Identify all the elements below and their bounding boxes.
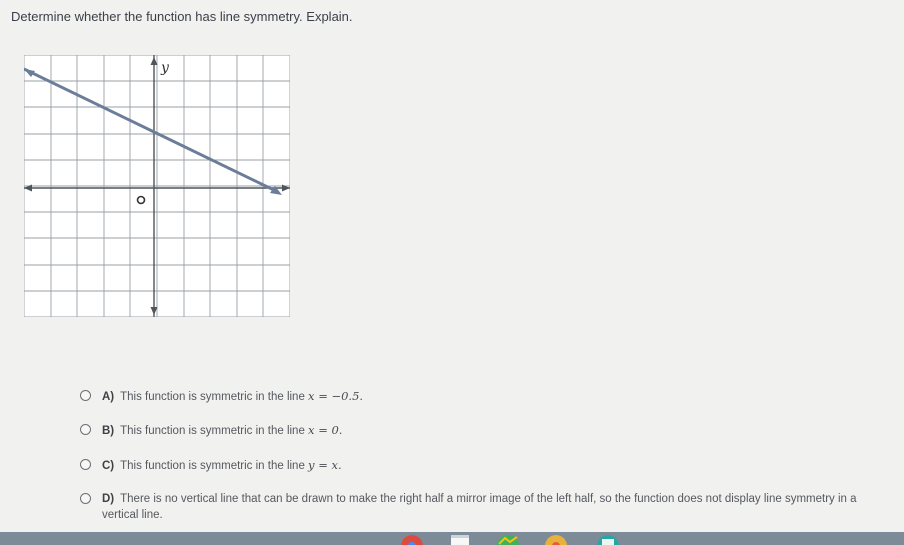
drive-icon[interactable] <box>596 534 620 545</box>
choice-c-text <box>102 457 342 474</box>
choice-d-radio[interactable] <box>80 493 91 504</box>
choice-c-radio[interactable] <box>80 459 91 470</box>
choice-b-radio[interactable] <box>80 424 91 435</box>
choice-c-letter: C) <box>102 460 115 472</box>
choice-c-statement: This function is symmetric in the line <box>120 460 305 472</box>
choice-a-math: x = −0.5. <box>308 389 364 403</box>
origin-marker <box>138 197 145 204</box>
choice-a-text <box>102 388 363 405</box>
choice-b-letter: B) <box>102 425 115 437</box>
choice-a[interactable] <box>80 388 363 405</box>
choice-c[interactable] <box>80 457 342 474</box>
choice-a-radio[interactable] <box>80 390 91 401</box>
gmail-icon[interactable] <box>496 534 520 545</box>
function-graph <box>24 55 290 317</box>
choice-b-statement: This function is symmetric in the line <box>120 425 305 437</box>
y-axis-label: y <box>161 60 169 76</box>
choice-b-text <box>102 422 342 439</box>
choice-d-statement: There is no vertical line that can be drawn to make the right half a mirror image of the left half, so the function does not display line symmetry in a vertical line. <box>102 493 857 521</box>
choice-c-math: y = x. <box>308 458 342 472</box>
taskbar <box>0 532 904 545</box>
choice-d-letter: D) <box>102 493 115 505</box>
files-icon[interactable] <box>448 534 472 545</box>
graph-svg <box>24 55 290 317</box>
question-prompt: Determine whether the function has line symmetry. Explain. <box>11 9 353 24</box>
docs-icon[interactable] <box>544 534 568 545</box>
choice-b[interactable] <box>80 422 342 439</box>
chrome-icon[interactable] <box>400 534 424 545</box>
choice-a-statement: This function is symmetric in the line <box>120 391 305 403</box>
choice-a-letter: A) <box>102 391 115 403</box>
choice-d-text <box>102 491 895 523</box>
choice-b-math: x = 0. <box>308 423 343 437</box>
choice-d[interactable] <box>80 491 895 523</box>
